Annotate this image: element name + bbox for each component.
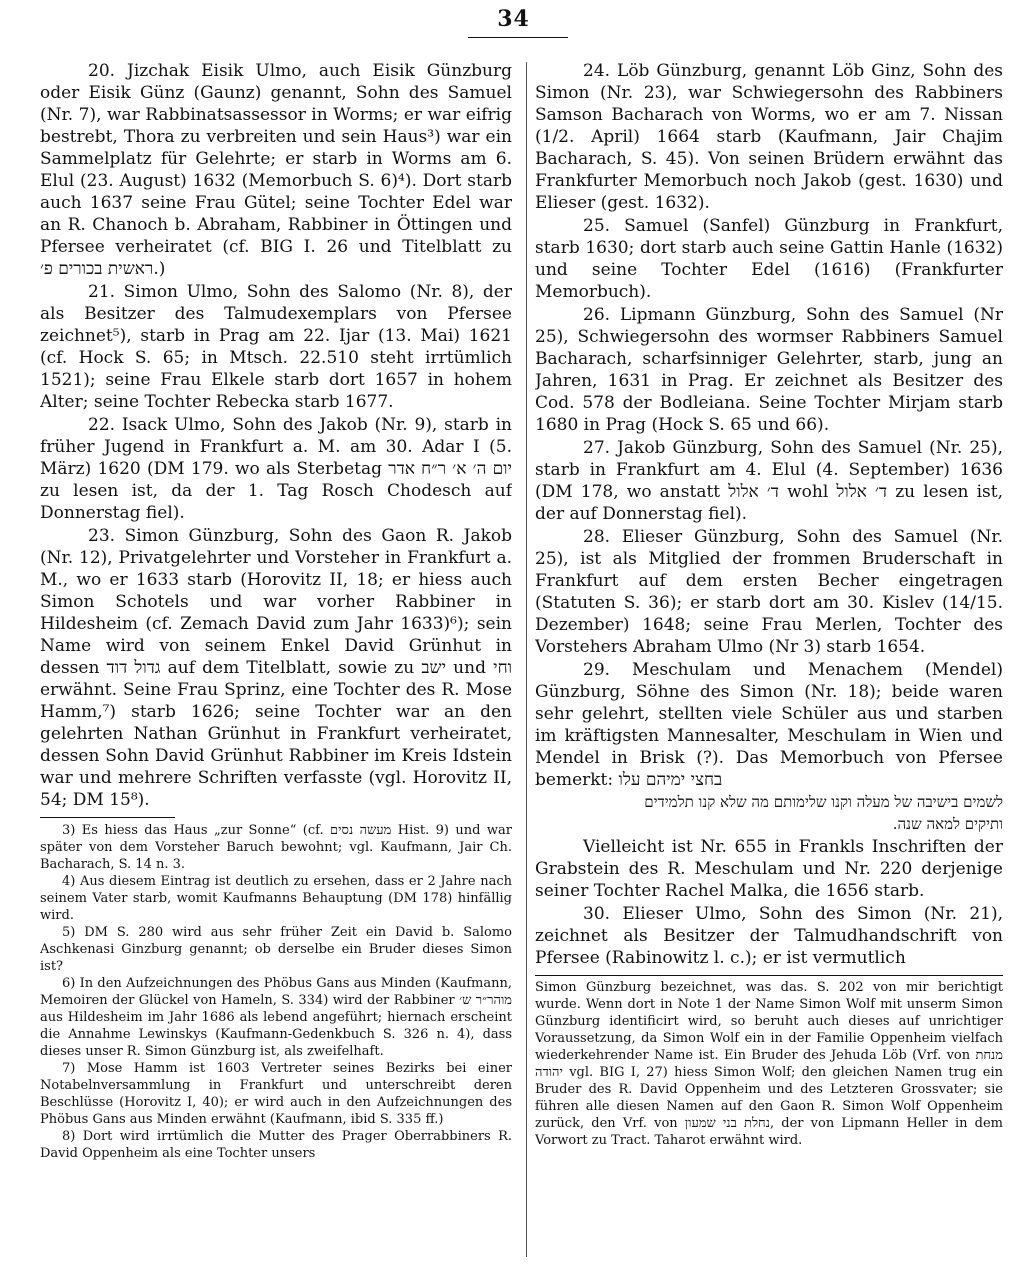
entry-30: 30. Elieser Ulmo, Sohn des Simon (Nr. 21), zeichnet als Besitzer der Talmudhandschrift von Pfersee (Rabinowitz l. c.); er ist vermutlich — [535, 904, 1003, 968]
hebrew-quote-line-2: ותיקים למאה שנה. — [892, 815, 1003, 833]
entry-20: 20. Jizchak Eisik Ulmo, auch Eisik Günzburg oder Eisik Günz (Gaunz) genannt, Sohn des Samuel (Nr. 7), war Rabbinatsassessor in Worms; er war eifrig bestrebt, Thora zu verbreiten und sein Haus³) war ein Sammelplatz für Gelehrte; er starb in Worms am 6. Elul (23. August) 1632 (Memorbuch S. 6)⁴). Dort starb auch 1637 seine Frau Gütel; seine Tochter Edel war an R. Chanoch b. Abraham, Rabbiner in Öttingen und Pfersee verheiratet (cf. BIG I. 26 und Titelblatt zu ראשית בכורים פ׳.) — [40, 61, 512, 279]
footnote-rule-right — [535, 975, 1003, 976]
note-frankl-inscriptions: Vielleicht ist Nr. 655 in Frankls Inschriften der Grabstein des R. Meschulam und Nr. 220 derjenige seiner Tochter Rachel Malka, die 1656 starb. — [535, 837, 1003, 901]
footnote-6: 6) In den Aufzeichnungen des Phöbus Gans aus Minden (Kaufmann, Memoiren der Glückel von Hameln, S. 334) wird der Rabbiner מוהר״ר ש׳ aus Hildesheim im Jahr 1686 als lebend angeführt; hiernach erscheint die Annahme Lewinskys (Kaufmann-Gedenkbuch S. 326 n. 4), dass dieses unser R. Simon Günzburg ist, als zweifelhaft. — [40, 976, 512, 1059]
hebrew-quote-line-1: לשמים בישיבה של מעלה וקנו שלימותם מה שלא קנו תלמידים — [644, 793, 1003, 811]
entry-24: 24. Löb Günzburg, genannt Löb Ginz, Sohn des Simon (Nr. 23), war Schwiegersohn des Rabbiners Samson Bacharach von Worms, wo er am 7. Nissan (1/2. April) 1664 starb (Kaufmann, Jair Chajim Bacharach, S. 45). Von seinen Brüdern erwähnt das Frankfurter Memorbuch noch Jakob (gest. 1630) und Elieser (gest. 1632). — [535, 61, 1003, 213]
entry-21: 21. Simon Ulmo, Sohn des Salomo (Nr. 8), der als Besitzer des Talmudexemplars von Pfersee zeichnet⁵), starb in Prag am 22. Ijar (13. Mai) 1621 (cf. Hock S. 65; in Mtsch. 22.510 steht irrtümlich 1521); seine Frau Elkele starb dort 1657 in hohem Alter; seine Tochter Rebecka starb 1677. — [40, 282, 512, 412]
footnote-8: 8) Dort wird irrtümlich die Mutter des Prager Oberrabbiners R. David Oppenheim als eine Tochter unsers — [40, 1129, 512, 1161]
right-column — [535, 60, 1003, 1149]
footnote-8-continued: Simon Günzburg bezeichnet, was das. S. 202 von mir berichtigt wurde. Wenn dort in Note 1 der Name Simon Wolf mit unserm Simon Günzburg identificirt wird, so beruht auch dieses auf unrichtiger Voraussetzung, da Simon Wolf ein in der Familie Oppenheim vielfach wiederkehrender Name ist. Ein Bruder des Jehuda Löb (Vrf. von מנחת יהודה vgl. BIG I, 27) hiess Simon Wolf; den gleichen Namen trug ein Bruder des R. David Oppenheim und des Letzteren Grossvater; sie führen alle diesen Namen auf den Gaon R. Simon Wolf Oppenheim zurück, den Vrf. von נחלת בני שמעון, der von Lipmann Heller in dem Vorwort zu Tract. Taharot erwähnt wird. — [535, 980, 1003, 1148]
entry-29: 29. Meschulam und Menachem (Mendel) Günzburg, Söhne des Simon (Nr. 18); beide waren sehr gelehrt, stellten viele Schüler aus und starben im kräftigsten Mannesalter, Meschulam in Wien und Mendel in Brisk (?). Das Memorbuch von Pfersee bemerkt: בחצי ימיהם עלו — [535, 660, 1003, 790]
left-column — [40, 60, 512, 1162]
entry-23: 23. Simon Günzburg, Sohn des Gaon R. Jakob (Nr. 12), Privatgelehrter und Vorsteher in Frankfurt a. M., wo er 1633 starb (Horovitz II, 18; er hiess auch Simon Schotels und war vorher Rabbiner in Hildesheim (cf. Zemach David zum Jahr 1633)⁶); sein Name wird von seinem Enkel David Grünhut in dessen גדול דוד auf dem Titelblatt, sowie zu ישב und וחי erwähnt. Seine Frau Sprinz, eine Tochter des R. Mose Hamm,⁷) starb 1626; seine Tochter war an den gelehrten Nathan Grünhut in Frankfurt verheiratet, dessen Sohn David Grünhut Rabbiner im Kreis Idstein war und mehrere Schriften verfasste (vgl. Horovitz II, 54; DM 15⁸). — [40, 526, 512, 810]
footnote-3: 3) Es hiess das Haus „zur Sonne“ (cf. מעשה נסים Hist. 9) und war später von dem Vorsteher Baruch bewohnt; vgl. Kaufmann, Jair Ch. Bacharach, S. 14 n. 3. — [40, 823, 512, 872]
entry-27: 27. Jakob Günzburg, Sohn des Samuel (Nr. 25), starb in Frankfurt am 4. Elul (4. September) 1636 (DM 178, wo anstatt ד׳ אלול wohl ד׳ אלול zu lesen ist, der auf Donnerstag fiel). — [535, 438, 1003, 524]
header-rule — [468, 37, 568, 38]
footnote-5: 5) DM S. 280 wird aus sehr früher Zeit ein David b. Salomo Aschkenasi Ginzburg genannt; ob derselbe ein Bruder dieses Simon ist? — [40, 925, 512, 974]
column-divider — [526, 62, 527, 1257]
entry-26: 26. Lipmann Günzburg, Sohn des Samuel (Nr 25), Schwiegersohn des wormser Rabbiners Samuel Bacharach, scharfsinniger Gelehrter, starb, jung an Jahren, 1631 in Prag. Er zeichnet als Besitzer des Cod. 578 der Bodleiana. Seine Tochter Mirjam starb 1680 in Prag (Hock S. 65 und 66). — [535, 305, 1003, 435]
footnote-4: 4) Aus diesem Eintrag ist deutlich zu ersehen, dass er 2 Jahre nach seinem Vater starb, womit Kaufmanns Behauptung (DM 178) hinfällig wird. — [40, 874, 512, 923]
entry-28: 28. Elieser Günzburg, Sohn des Samuel (Nr. 25), ist als Mitglied der frommen Bruderschaft in Frankfurt auf dem ersten Becher eingetragen (Statuten S. 36); er starb dort am 30. Kislev (14/15. Dezember) 1648; seine Frau Merlen, Tochter des Vorstehers Abraham Ulmo (Nr 3) starb 1654. — [535, 527, 1003, 657]
page-number: 34 — [497, 6, 530, 32]
footnote-rule — [40, 817, 175, 818]
footnote-7: 7) Mose Hamm ist 1603 Vertreter seines Bezirks bei einer Notabelnversammlung in Frankfurt und unterschreibt deren Beschlüsse (Horovitz I, 40); er wird auch in den Aufzeichnungen des Phöbus Gans aus Minden erwähnt (Kaufmann, ibid S. 335 ff.) — [40, 1061, 512, 1127]
entry-22: 22. Isack Ulmo, Sohn des Jakob (Nr. 9), starb in früher Jugend in Frankfurt a. M. am 30. Adar I (5. März) 1620 (DM 179. wo als Sterbetag יום ה׳ א׳ ר״ח אדר zu lesen ist, da der 1. Tag Rosch Chodesch auf Donnerstag fiel). — [40, 415, 512, 523]
entry-25: 25. Samuel (Sanfel) Günzburg in Frankfurt, starb 1630; dort starb auch seine Gattin Hanle (1632) und seine Tochter Edel (1616) (Frankfurter Memorbuch). — [535, 216, 1003, 302]
